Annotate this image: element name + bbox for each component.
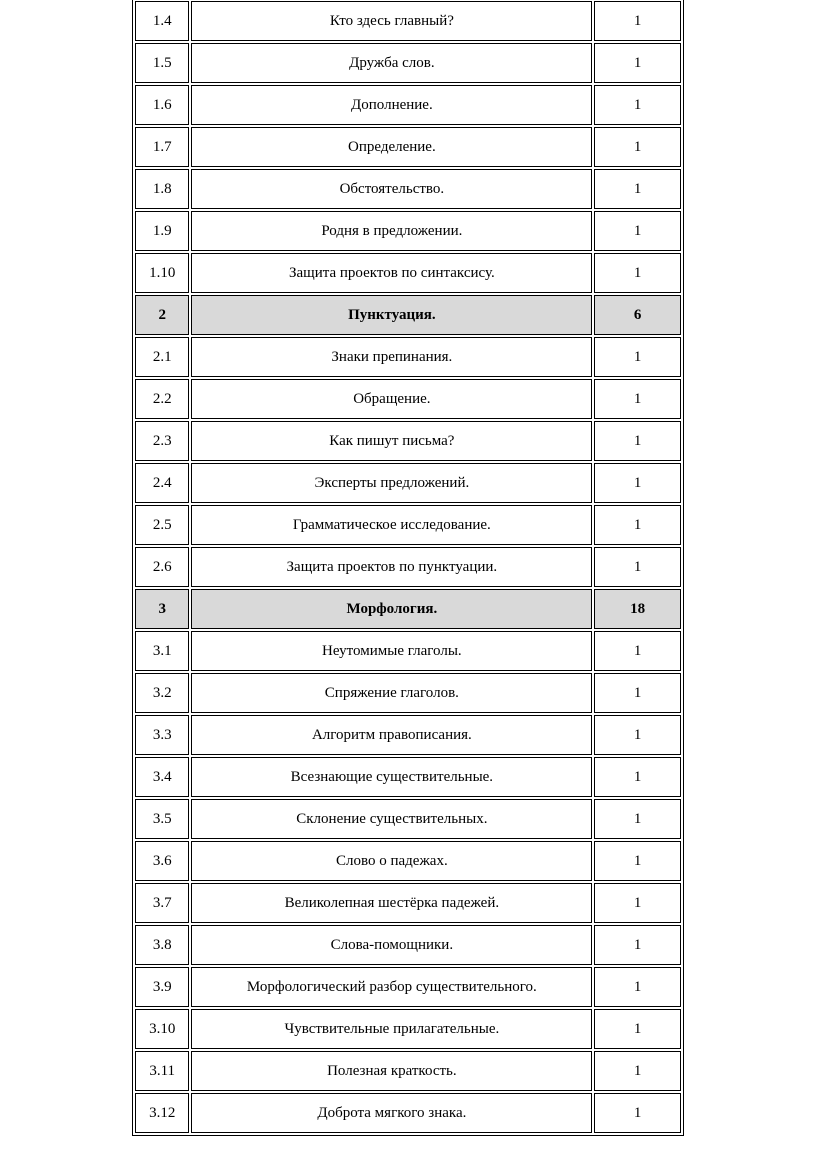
topic-cell: Дружба слов. bbox=[191, 43, 592, 83]
topic-cell: Полезная краткость. bbox=[191, 1051, 592, 1091]
table-row bbox=[135, 85, 681, 125]
table-row bbox=[135, 631, 681, 671]
row-number-cell: 1.4 bbox=[135, 1, 189, 41]
table-row bbox=[135, 1, 681, 41]
hours-cell: 1 bbox=[594, 883, 681, 923]
topic-cell: Грамматическое исследование. bbox=[191, 505, 592, 545]
row-number-cell: 3.9 bbox=[135, 967, 189, 1007]
row-number-cell: 3.7 bbox=[135, 883, 189, 923]
topic-cell: Обстоятельство. bbox=[191, 169, 592, 209]
table-row bbox=[135, 253, 681, 293]
topic-cell: Алгоритм правописания. bbox=[191, 715, 592, 755]
table-body bbox=[135, 1, 681, 1133]
topic-cell: Кто здесь главный? bbox=[191, 1, 592, 41]
table-row bbox=[135, 211, 681, 251]
topic-cell: Доброта мягкого знака. bbox=[191, 1093, 592, 1133]
topic-cell: Всезнающие существительные. bbox=[191, 757, 592, 797]
table-row bbox=[135, 463, 681, 503]
topic-cell: Защита проектов по синтаксису. bbox=[191, 253, 592, 293]
topic-cell: Родня в предложении. bbox=[191, 211, 592, 251]
table-row bbox=[135, 43, 681, 83]
row-number-cell: 3.6 bbox=[135, 841, 189, 881]
topic-cell: Великолепная шестёрка падежей. bbox=[191, 883, 592, 923]
table-row bbox=[135, 169, 681, 209]
table-row bbox=[135, 757, 681, 797]
row-number-cell: 2.2 bbox=[135, 379, 189, 419]
table-row bbox=[135, 505, 681, 545]
table-row bbox=[135, 673, 681, 713]
table-row bbox=[135, 799, 681, 839]
topic-cell: Слова-помощники. bbox=[191, 925, 592, 965]
table-row bbox=[135, 547, 681, 587]
hours-cell: 1 bbox=[594, 43, 681, 83]
hours-cell: 1 bbox=[594, 421, 681, 461]
topic-cell: Морфологический разбор существительного. bbox=[191, 967, 592, 1007]
table-row bbox=[135, 1093, 681, 1133]
row-number-cell: 2.6 bbox=[135, 547, 189, 587]
table-row bbox=[135, 967, 681, 1007]
hours-cell: 1 bbox=[594, 547, 681, 587]
hours-cell: 1 bbox=[594, 673, 681, 713]
row-number-cell: 3.4 bbox=[135, 757, 189, 797]
hours-cell: 1 bbox=[594, 1093, 681, 1133]
topic-cell: Чувствительные прилагательные. bbox=[191, 1009, 592, 1049]
row-number-cell: 3.5 bbox=[135, 799, 189, 839]
section-header-row bbox=[135, 589, 681, 629]
hours-cell: 18 bbox=[594, 589, 681, 629]
row-number-cell: 3.2 bbox=[135, 673, 189, 713]
table-row bbox=[135, 841, 681, 881]
hours-cell: 1 bbox=[594, 127, 681, 167]
topic-cell: Защита проектов по пунктуации. bbox=[191, 547, 592, 587]
hours-cell: 1 bbox=[594, 715, 681, 755]
hours-cell: 1 bbox=[594, 925, 681, 965]
hours-cell: 1 bbox=[594, 799, 681, 839]
hours-cell: 6 bbox=[594, 295, 681, 335]
hours-cell: 1 bbox=[594, 841, 681, 881]
row-number-cell: 3.1 bbox=[135, 631, 189, 671]
row-number-cell: 1.7 bbox=[135, 127, 189, 167]
hours-cell: 1 bbox=[594, 253, 681, 293]
topic-cell: Обращение. bbox=[191, 379, 592, 419]
row-number-cell: 3.12 bbox=[135, 1093, 189, 1133]
topic-cell: Знаки препинания. bbox=[191, 337, 592, 377]
row-number-cell: 1.5 bbox=[135, 43, 189, 83]
row-number-cell: 3.11 bbox=[135, 1051, 189, 1091]
hours-cell: 1 bbox=[594, 1, 681, 41]
topic-cell: Морфология. bbox=[191, 589, 592, 629]
hours-cell: 1 bbox=[594, 463, 681, 503]
table-row bbox=[135, 925, 681, 965]
table-row bbox=[135, 127, 681, 167]
row-number-cell: 2 bbox=[135, 295, 189, 335]
table-row bbox=[135, 379, 681, 419]
curriculum-table bbox=[132, 0, 684, 1136]
hours-cell: 1 bbox=[594, 211, 681, 251]
hours-cell: 1 bbox=[594, 85, 681, 125]
row-number-cell: 3.10 bbox=[135, 1009, 189, 1049]
table-row bbox=[135, 715, 681, 755]
row-number-cell: 3 bbox=[135, 589, 189, 629]
table-row bbox=[135, 883, 681, 923]
hours-cell: 1 bbox=[594, 1051, 681, 1091]
topic-cell: Как пишут письма? bbox=[191, 421, 592, 461]
topic-cell: Слово о падежах. bbox=[191, 841, 592, 881]
row-number-cell: 2.4 bbox=[135, 463, 189, 503]
row-number-cell: 2.3 bbox=[135, 421, 189, 461]
table-row bbox=[135, 1009, 681, 1049]
topic-cell: Определение. bbox=[191, 127, 592, 167]
row-number-cell: 1.8 bbox=[135, 169, 189, 209]
row-number-cell: 3.8 bbox=[135, 925, 189, 965]
topic-cell: Неутомимые глаголы. bbox=[191, 631, 592, 671]
table-row bbox=[135, 1051, 681, 1091]
hours-cell: 1 bbox=[594, 505, 681, 545]
topic-cell: Пунктуация. bbox=[191, 295, 592, 335]
hours-cell: 1 bbox=[594, 379, 681, 419]
hours-cell: 1 bbox=[594, 757, 681, 797]
table-row bbox=[135, 337, 681, 377]
table-row bbox=[135, 421, 681, 461]
row-number-cell: 1.6 bbox=[135, 85, 189, 125]
row-number-cell: 3.3 bbox=[135, 715, 189, 755]
hours-cell: 1 bbox=[594, 967, 681, 1007]
topic-cell: Спряжение глаголов. bbox=[191, 673, 592, 713]
hours-cell: 1 bbox=[594, 1009, 681, 1049]
topic-cell: Эксперты предложений. bbox=[191, 463, 592, 503]
row-number-cell: 1.10 bbox=[135, 253, 189, 293]
row-number-cell: 2.5 bbox=[135, 505, 189, 545]
row-number-cell: 1.9 bbox=[135, 211, 189, 251]
hours-cell: 1 bbox=[594, 631, 681, 671]
section-header-row bbox=[135, 295, 681, 335]
hours-cell: 1 bbox=[594, 337, 681, 377]
topic-cell: Склонение существительных. bbox=[191, 799, 592, 839]
row-number-cell: 2.1 bbox=[135, 337, 189, 377]
hours-cell: 1 bbox=[594, 169, 681, 209]
topic-cell: Дополнение. bbox=[191, 85, 592, 125]
